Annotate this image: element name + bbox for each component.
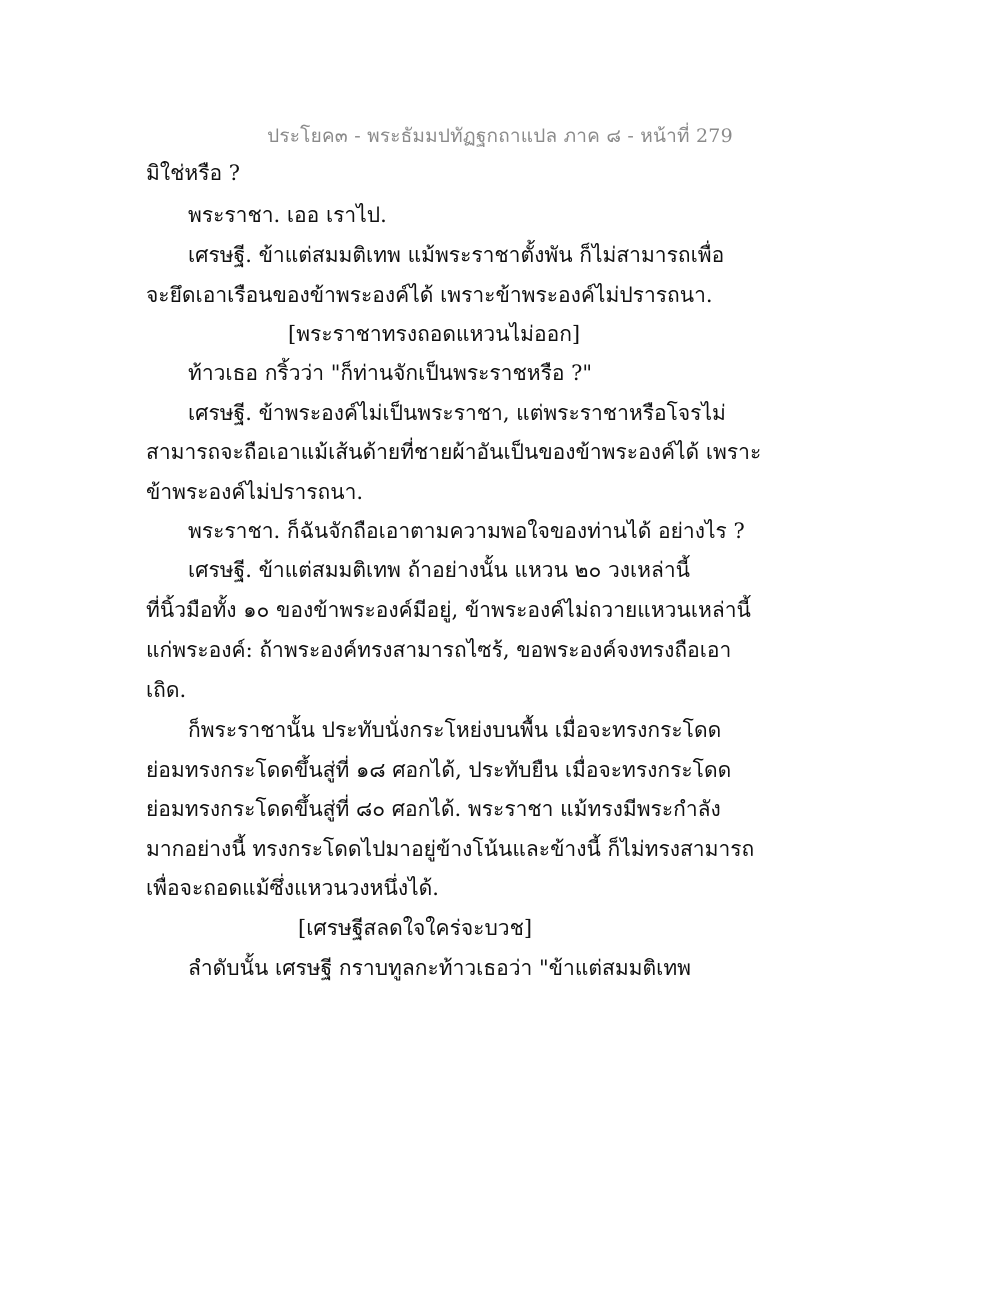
text-line: เพื่อจะถอดแม้ซึ่งแหวนวงหนึ่งได้.	[146, 876, 439, 900]
text-line: ย่อมทรงกระโดดขึ้นสู่ที่ ๑๘ ศอกได้, ประทับยืน เมื่อจะทรงกระโดด	[146, 758, 732, 782]
text-line: พระราชา. เออ เราไป.	[188, 203, 387, 227]
text-line: เศรษฐี. ข้าแต่สมมติเทพ แม้พระราชาตั้งพัน ก็ไม่สามารถเพื่อ	[188, 243, 725, 267]
text-line: ลำดับนั้น เศรษฐี กราบทูลกะท้าวเธอว่า "ข้าแต่สมมติเทพ	[188, 956, 692, 980]
text-line: เศรษฐี. ข้าพระองค์ไม่เป็นพระราชา, แต่พระราชาหรือโจรไม่	[188, 401, 726, 425]
text-line: สามารถจะถือเอาแม้เส้นด้ายที่ชายผ้าอันเป็นของข้าพระองค์ได้ เพราะ	[146, 440, 762, 464]
text-line: ข้าพระองค์ไม่ปรารถนา.	[146, 480, 364, 504]
text-line: มากอย่างนี้ ทรงกระโดดไปมาอยู่ข้างโน้นและข้างนี้ ก็ไม่ทรงสามารถ	[146, 837, 755, 861]
text-line: ที่นิ้วมือทั้ง ๑๐ ของข้าพระองค์มีอยู่, ข้าพระองค์ไม่ถวายแหวนเหล่านี้	[146, 598, 751, 622]
text-line: จะยึดเอาเรือนของข้าพระองค์ได้ เพราะข้าพระองค์ไม่ปรารถนา.	[146, 283, 713, 307]
text-line: แก่พระองค์: ถ้าพระองค์ทรงสามารถไซร้, ขอพระองค์จงทรงถือเอา	[146, 638, 732, 662]
text-line: เถิด.	[146, 678, 187, 702]
text-line: เศรษฐี. ข้าแต่สมมติเทพ ถ้าอย่างนั้น แหวน ๒๐ วงเหล่านี้	[188, 558, 691, 582]
section-heading: [พระราชาทรงถอดแหวนไม่ออก]	[288, 322, 581, 346]
page-header: ประโยค๓ - พระธัมมปทัฏฐกถาแปล ภาค ๘ - หน้าที่ 279	[267, 125, 733, 147]
section-heading: [เศรษฐีสลดใจใคร่จะบวช]	[298, 916, 533, 940]
text-line: มิใช่หรือ ?	[146, 161, 241, 185]
text-line: พระราชา. ก็ฉันจักถือเอาตามความพอใจของท่านได้ อย่างไร ?	[188, 519, 745, 543]
text-line: ก็พระราชานั้น ประทับนั่งกระโหย่งบนพื้น เมื่อจะทรงกระโดด	[188, 718, 722, 742]
text-line: ท้าวเธอ กริ้วว่า "ก็ท่านจักเป็นพระราชหรือ ?"	[188, 361, 593, 385]
text-line: ย่อมทรงกระโดดขึ้นสู่ที่ ๘๐ ศอกได้. พระราชา แม้ทรงมีพระกำลัง	[146, 797, 721, 821]
